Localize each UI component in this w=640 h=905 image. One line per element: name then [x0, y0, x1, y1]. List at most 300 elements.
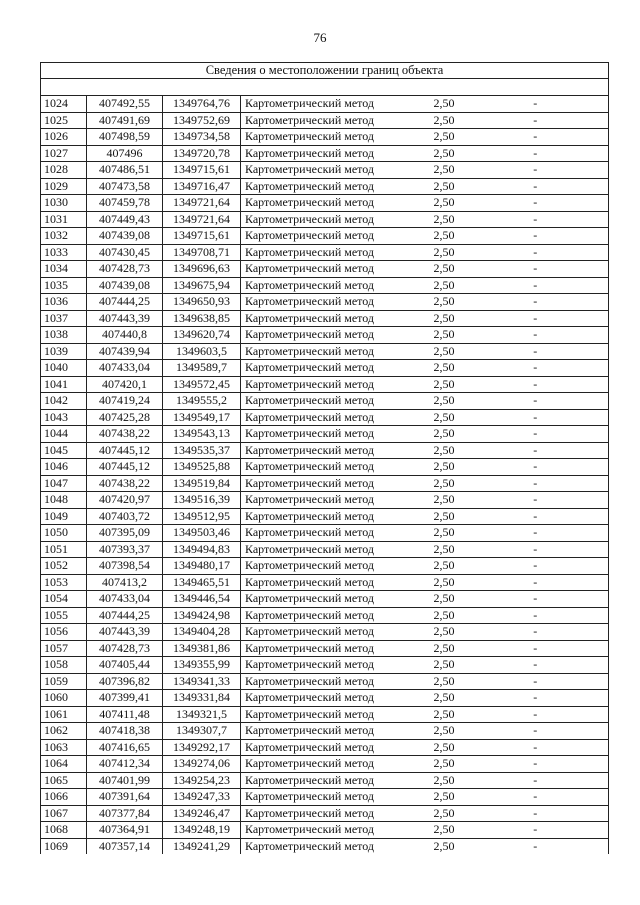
boundary-coordinates-table [40, 62, 609, 854]
table-row [41, 393, 609, 410]
table-row [41, 789, 609, 806]
determination-method: Картометрический метод [241, 442, 391, 459]
determination-method: Картометрический метод [241, 294, 391, 311]
coordinate-y: 1349721,64 [163, 211, 241, 228]
note-dash: - [463, 343, 609, 360]
note-dash: - [463, 690, 609, 707]
determination-method: Картометрический метод [241, 360, 391, 377]
table-row [41, 838, 609, 854]
note-dash: - [463, 327, 609, 344]
table-row [41, 376, 609, 393]
coordinate-x: 407498,59 [87, 129, 163, 146]
determination-method: Картометрический метод [241, 409, 391, 426]
coordinate-y: 1349424,98 [163, 607, 241, 624]
determination-method: Картометрический метод [241, 624, 391, 641]
determination-method: Картометрический метод [241, 393, 391, 410]
point-number: 1024 [41, 96, 87, 113]
table-row [41, 244, 609, 261]
table-row [41, 261, 609, 278]
point-number: 1046 [41, 459, 87, 476]
table-row [41, 574, 609, 591]
point-number: 1036 [41, 294, 87, 311]
table-row [41, 607, 609, 624]
accuracy-value: 2,50 [391, 640, 463, 657]
coordinate-x: 407391,64 [87, 789, 163, 806]
determination-method: Картометрический метод [241, 162, 391, 179]
determination-method: Картометрический метод [241, 805, 391, 822]
point-number: 1062 [41, 723, 87, 740]
determination-method: Картометрический метод [241, 96, 391, 113]
note-dash: - [463, 838, 609, 854]
accuracy-value: 2,50 [391, 112, 463, 129]
point-number: 1052 [41, 558, 87, 575]
coordinate-x: 407377,84 [87, 805, 163, 822]
accuracy-value: 2,50 [391, 409, 463, 426]
determination-method: Картометрический метод [241, 195, 391, 212]
coordinate-x: 407440,8 [87, 327, 163, 344]
table-row [41, 294, 609, 311]
coordinate-y: 1349543,13 [163, 426, 241, 443]
table-row [41, 739, 609, 756]
coordinate-x: 407438,22 [87, 475, 163, 492]
determination-method: Картометрический метод [241, 640, 391, 657]
table-spacer-row [41, 79, 609, 96]
note-dash: - [463, 426, 609, 443]
coordinate-x: 407443,39 [87, 310, 163, 327]
accuracy-value: 2,50 [391, 145, 463, 162]
boundary-table-container [40, 62, 608, 854]
point-number: 1065 [41, 772, 87, 789]
note-dash: - [463, 195, 609, 212]
accuracy-value: 2,50 [391, 393, 463, 410]
coordinate-x: 407445,12 [87, 442, 163, 459]
determination-method: Картометрический метод [241, 574, 391, 591]
point-number: 1049 [41, 508, 87, 525]
coordinate-x: 407357,14 [87, 838, 163, 854]
note-dash: - [463, 673, 609, 690]
point-number: 1040 [41, 360, 87, 377]
coordinate-y: 1349535,37 [163, 442, 241, 459]
accuracy-value: 2,50 [391, 805, 463, 822]
note-dash: - [463, 409, 609, 426]
note-dash: - [463, 459, 609, 476]
accuracy-value: 2,50 [391, 690, 463, 707]
coordinate-y: 1349404,28 [163, 624, 241, 641]
table-row [41, 327, 609, 344]
determination-method: Картометрический метод [241, 508, 391, 525]
coordinate-y: 1349549,17 [163, 409, 241, 426]
note-dash: - [463, 756, 609, 773]
table-spacer [41, 79, 609, 96]
table-row [41, 492, 609, 509]
table-body [41, 96, 609, 855]
point-number: 1039 [41, 343, 87, 360]
coordinate-y: 1349355,99 [163, 657, 241, 674]
note-dash: - [463, 112, 609, 129]
coordinate-y: 1349465,51 [163, 574, 241, 591]
table-row [41, 112, 609, 129]
table-row [41, 690, 609, 707]
accuracy-value: 2,50 [391, 739, 463, 756]
accuracy-value: 2,50 [391, 360, 463, 377]
coordinate-y: 1349248,19 [163, 822, 241, 839]
note-dash: - [463, 492, 609, 509]
coordinate-x: 407433,04 [87, 360, 163, 377]
point-number: 1047 [41, 475, 87, 492]
coordinate-y: 1349241,29 [163, 838, 241, 854]
determination-method: Картометрический метод [241, 211, 391, 228]
coordinate-x: 407439,08 [87, 277, 163, 294]
coordinate-x: 407411,48 [87, 706, 163, 723]
point-number: 1029 [41, 178, 87, 195]
note-dash: - [463, 525, 609, 542]
table-row [41, 772, 609, 789]
table-header-row [41, 63, 609, 79]
coordinate-y: 1349715,61 [163, 228, 241, 245]
accuracy-value: 2,50 [391, 756, 463, 773]
coordinate-x: 407412,34 [87, 756, 163, 773]
note-dash: - [463, 574, 609, 591]
determination-method: Картометрический метод [241, 756, 391, 773]
coordinate-x: 407413,2 [87, 574, 163, 591]
note-dash: - [463, 393, 609, 410]
accuracy-value: 2,50 [391, 607, 463, 624]
point-number: 1026 [41, 129, 87, 146]
coordinate-y: 1349638,85 [163, 310, 241, 327]
point-number: 1045 [41, 442, 87, 459]
accuracy-value: 2,50 [391, 508, 463, 525]
accuracy-value: 2,50 [391, 574, 463, 591]
determination-method: Картометрический метод [241, 343, 391, 360]
determination-method: Картометрический метод [241, 607, 391, 624]
table-row [41, 195, 609, 212]
coordinate-y: 1349516,39 [163, 492, 241, 509]
table-row [41, 591, 609, 608]
note-dash: - [463, 310, 609, 327]
point-number: 1025 [41, 112, 87, 129]
point-number: 1042 [41, 393, 87, 410]
page-number: 76 [313, 30, 327, 45]
coordinate-y: 1349331,84 [163, 690, 241, 707]
note-dash: - [463, 162, 609, 179]
table-row [41, 96, 609, 113]
accuracy-value: 2,50 [391, 657, 463, 674]
accuracy-value: 2,50 [391, 624, 463, 641]
table-row [41, 673, 609, 690]
note-dash: - [463, 591, 609, 608]
note-dash: - [463, 541, 609, 558]
table-row [41, 426, 609, 443]
point-number: 1056 [41, 624, 87, 641]
accuracy-value: 2,50 [391, 211, 463, 228]
table-row [41, 558, 609, 575]
table-row [41, 343, 609, 360]
point-number: 1053 [41, 574, 87, 591]
coordinate-x: 407428,73 [87, 640, 163, 657]
coordinate-x: 407428,73 [87, 261, 163, 278]
coordinate-x: 407496 [87, 145, 163, 162]
coordinate-x: 407438,22 [87, 426, 163, 443]
note-dash: - [463, 376, 609, 393]
note-dash: - [463, 178, 609, 195]
coordinate-y: 1349246,47 [163, 805, 241, 822]
determination-method: Картометрический метод [241, 244, 391, 261]
determination-method: Картометрический метод [241, 838, 391, 854]
table-row [41, 805, 609, 822]
point-number: 1068 [41, 822, 87, 839]
coordinate-x: 407405,44 [87, 657, 163, 674]
table-row [41, 409, 609, 426]
coordinate-y: 1349321,5 [163, 706, 241, 723]
accuracy-value: 2,50 [391, 228, 463, 245]
coordinate-y: 1349603,5 [163, 343, 241, 360]
note-dash: - [463, 640, 609, 657]
point-number: 1031 [41, 211, 87, 228]
point-number: 1051 [41, 541, 87, 558]
table-row [41, 310, 609, 327]
note-dash: - [463, 96, 609, 113]
note-dash: - [463, 772, 609, 789]
coordinate-x: 407444,25 [87, 294, 163, 311]
coordinate-x: 407401,99 [87, 772, 163, 789]
determination-method: Картометрический метод [241, 112, 391, 129]
table-row [41, 756, 609, 773]
accuracy-value: 2,50 [391, 673, 463, 690]
coordinate-y: 1349708,71 [163, 244, 241, 261]
note-dash: - [463, 805, 609, 822]
coordinate-y: 1349446,54 [163, 591, 241, 608]
coordinate-y: 1349519,84 [163, 475, 241, 492]
determination-method: Картометрический метод [241, 475, 391, 492]
table-row [41, 459, 609, 476]
coordinate-y: 1349721,64 [163, 195, 241, 212]
coordinate-y: 1349650,93 [163, 294, 241, 311]
coordinate-x: 407439,08 [87, 228, 163, 245]
determination-method: Картометрический метод [241, 459, 391, 476]
determination-method: Картометрический метод [241, 541, 391, 558]
table-row [41, 129, 609, 146]
coordinate-x: 407364,91 [87, 822, 163, 839]
coordinate-x: 407445,12 [87, 459, 163, 476]
coordinate-x: 407396,82 [87, 673, 163, 690]
determination-method: Картометрический метод [241, 228, 391, 245]
note-dash: - [463, 508, 609, 525]
coordinate-x: 407395,09 [87, 525, 163, 542]
coordinate-y: 1349341,33 [163, 673, 241, 690]
coordinate-x: 407473,58 [87, 178, 163, 195]
note-dash: - [463, 723, 609, 740]
accuracy-value: 2,50 [391, 558, 463, 575]
coordinate-y: 1349589,7 [163, 360, 241, 377]
note-dash: - [463, 129, 609, 146]
point-number: 1043 [41, 409, 87, 426]
coordinate-y: 1349764,76 [163, 96, 241, 113]
table-row [41, 723, 609, 740]
accuracy-value: 2,50 [391, 789, 463, 806]
coordinate-y: 1349494,83 [163, 541, 241, 558]
point-number: 1055 [41, 607, 87, 624]
coordinate-y: 1349307,7 [163, 723, 241, 740]
coordinate-y: 1349715,61 [163, 162, 241, 179]
coordinate-y: 1349274,06 [163, 756, 241, 773]
point-number: 1067 [41, 805, 87, 822]
accuracy-value: 2,50 [391, 492, 463, 509]
note-dash: - [463, 475, 609, 492]
note-dash: - [463, 360, 609, 377]
table-row [41, 706, 609, 723]
coordinate-y: 1349555,2 [163, 393, 241, 410]
accuracy-value: 2,50 [391, 525, 463, 542]
accuracy-value: 2,50 [391, 459, 463, 476]
note-dash: - [463, 244, 609, 261]
accuracy-value: 2,50 [391, 706, 463, 723]
coordinate-y: 1349620,74 [163, 327, 241, 344]
table-row [41, 657, 609, 674]
point-number: 1038 [41, 327, 87, 344]
determination-method: Картометрический метод [241, 492, 391, 509]
point-number: 1063 [41, 739, 87, 756]
determination-method: Картометрический метод [241, 739, 391, 756]
determination-method: Картометрический метод [241, 129, 391, 146]
point-number: 1057 [41, 640, 87, 657]
point-number: 1032 [41, 228, 87, 245]
accuracy-value: 2,50 [391, 442, 463, 459]
table-row [41, 508, 609, 525]
determination-method: Картометрический метод [241, 789, 391, 806]
point-number: 1027 [41, 145, 87, 162]
point-number: 1035 [41, 277, 87, 294]
table-row [41, 640, 609, 657]
coordinate-y: 1349696,63 [163, 261, 241, 278]
point-number: 1064 [41, 756, 87, 773]
note-dash: - [463, 657, 609, 674]
determination-method: Картометрический метод [241, 822, 391, 839]
determination-method: Картометрический метод [241, 426, 391, 443]
table-row [41, 228, 609, 245]
determination-method: Картометрический метод [241, 310, 391, 327]
accuracy-value: 2,50 [391, 294, 463, 311]
coordinate-y: 1349716,47 [163, 178, 241, 195]
determination-method: Картометрический метод [241, 261, 391, 278]
point-number: 1061 [41, 706, 87, 723]
coordinate-y: 1349752,69 [163, 112, 241, 129]
point-number: 1058 [41, 657, 87, 674]
coordinate-x: 407420,97 [87, 492, 163, 509]
coordinate-x: 407416,65 [87, 739, 163, 756]
accuracy-value: 2,50 [391, 376, 463, 393]
determination-method: Картометрический метод [241, 591, 391, 608]
accuracy-value: 2,50 [391, 541, 463, 558]
table-row [41, 211, 609, 228]
note-dash: - [463, 211, 609, 228]
accuracy-value: 2,50 [391, 772, 463, 789]
point-number: 1034 [41, 261, 87, 278]
point-number: 1069 [41, 838, 87, 854]
point-number: 1037 [41, 310, 87, 327]
coordinate-x: 407419,24 [87, 393, 163, 410]
table-row [41, 178, 609, 195]
coordinate-x: 407398,54 [87, 558, 163, 575]
coordinate-x: 407491,69 [87, 112, 163, 129]
point-number: 1041 [41, 376, 87, 393]
note-dash: - [463, 261, 609, 278]
determination-method: Картометрический метод [241, 690, 391, 707]
coordinate-x: 407399,41 [87, 690, 163, 707]
table-row [41, 145, 609, 162]
coordinate-y: 1349247,33 [163, 789, 241, 806]
coordinate-y: 1349381,86 [163, 640, 241, 657]
point-number: 1054 [41, 591, 87, 608]
table-row [41, 624, 609, 641]
coordinate-x: 407444,25 [87, 607, 163, 624]
coordinate-y: 1349512,95 [163, 508, 241, 525]
coordinate-x: 407449,43 [87, 211, 163, 228]
note-dash: - [463, 789, 609, 806]
accuracy-value: 2,50 [391, 178, 463, 195]
coordinate-x: 407393,37 [87, 541, 163, 558]
table-row [41, 822, 609, 839]
table-title: Сведения о местоположении границ объекта [41, 63, 609, 79]
coordinate-y: 1349675,94 [163, 277, 241, 294]
coordinate-x: 407459,78 [87, 195, 163, 212]
coordinate-y: 1349480,17 [163, 558, 241, 575]
accuracy-value: 2,50 [391, 261, 463, 278]
table-row [41, 442, 609, 459]
note-dash: - [463, 624, 609, 641]
point-number: 1048 [41, 492, 87, 509]
coordinate-y: 1349734,58 [163, 129, 241, 146]
accuracy-value: 2,50 [391, 475, 463, 492]
accuracy-value: 2,50 [391, 343, 463, 360]
table-row [41, 525, 609, 542]
determination-method: Картометрический метод [241, 277, 391, 294]
coordinate-y: 1349254,23 [163, 772, 241, 789]
accuracy-value: 2,50 [391, 195, 463, 212]
table-row [41, 277, 609, 294]
coordinate-y: 1349525,88 [163, 459, 241, 476]
accuracy-value: 2,50 [391, 591, 463, 608]
accuracy-value: 2,50 [391, 129, 463, 146]
point-number: 1033 [41, 244, 87, 261]
accuracy-value: 2,50 [391, 277, 463, 294]
determination-method: Картометрический метод [241, 145, 391, 162]
determination-method: Картометрический метод [241, 558, 391, 575]
note-dash: - [463, 822, 609, 839]
accuracy-value: 2,50 [391, 426, 463, 443]
point-number: 1066 [41, 789, 87, 806]
coordinate-y: 1349503,46 [163, 525, 241, 542]
note-dash: - [463, 607, 609, 624]
coordinate-x: 407439,94 [87, 343, 163, 360]
note-dash: - [463, 294, 609, 311]
coordinate-x: 407433,04 [87, 591, 163, 608]
table-row [41, 541, 609, 558]
coordinate-x: 407418,38 [87, 723, 163, 740]
coordinate-y: 1349572,45 [163, 376, 241, 393]
note-dash: - [463, 442, 609, 459]
coordinate-x: 407420,1 [87, 376, 163, 393]
determination-method: Картометрический метод [241, 706, 391, 723]
accuracy-value: 2,50 [391, 327, 463, 344]
coordinate-y: 1349720,78 [163, 145, 241, 162]
point-number: 1028 [41, 162, 87, 179]
determination-method: Картометрический метод [241, 376, 391, 393]
coordinate-x: 407443,39 [87, 624, 163, 641]
note-dash: - [463, 706, 609, 723]
coordinate-x: 407492,55 [87, 96, 163, 113]
accuracy-value: 2,50 [391, 96, 463, 113]
accuracy-value: 2,50 [391, 310, 463, 327]
